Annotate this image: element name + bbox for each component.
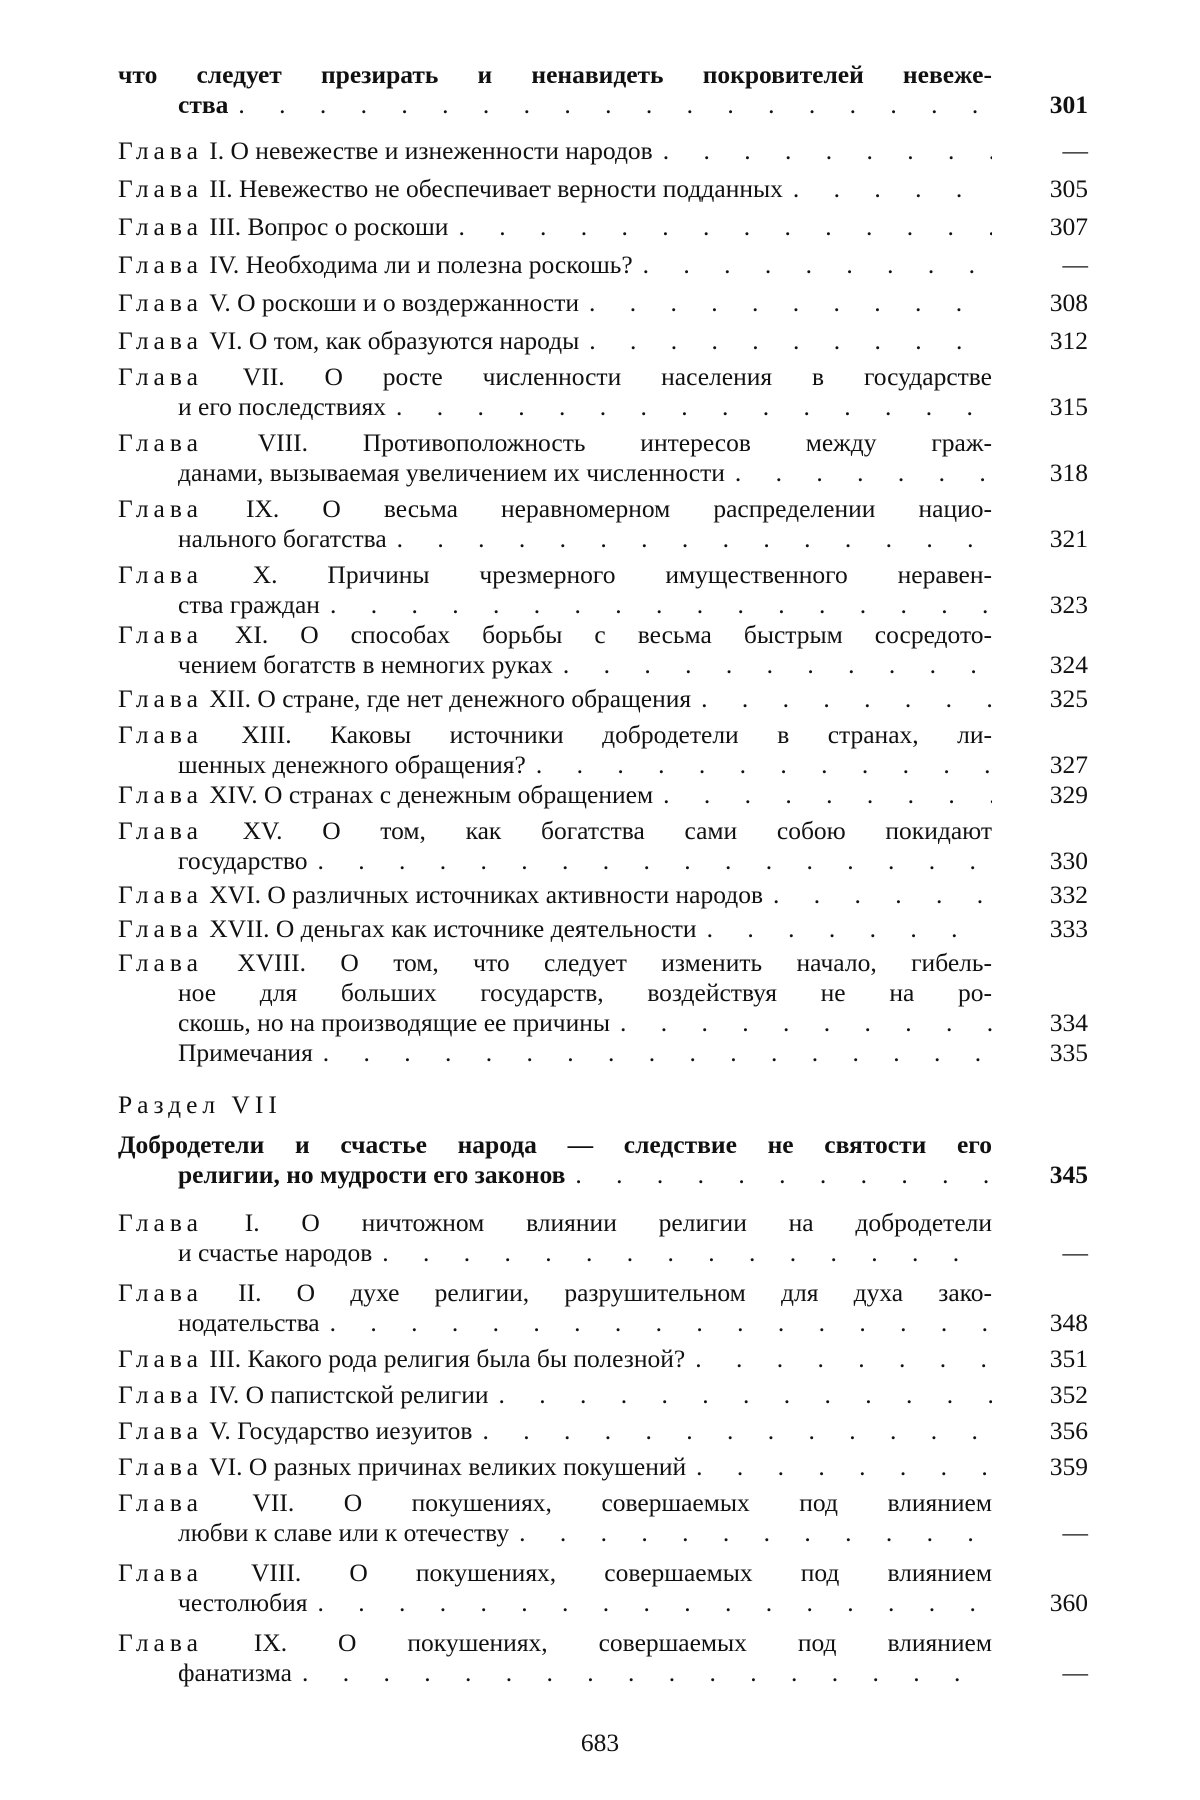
dot-leader bbox=[489, 1380, 993, 1410]
chapter-entry bbox=[118, 1452, 1088, 1482]
entry-text bbox=[118, 494, 992, 554]
entry-line-words: I. О ничтожном влиянии религии на добродетели bbox=[244, 1208, 993, 1237]
entry-text bbox=[118, 362, 992, 422]
entry-line-words: VII. О покушениях, совершаемых под влиянием bbox=[252, 1488, 992, 1517]
entry-text bbox=[118, 914, 992, 944]
entry-line-words: III. Вопрос о роскоши bbox=[209, 212, 449, 241]
entry-line bbox=[118, 948, 992, 978]
chapter-label: Глава bbox=[118, 720, 203, 749]
chapter-entry bbox=[118, 1278, 1088, 1338]
page-ref: 305 bbox=[1049, 174, 1088, 203]
entry-line-words: XI. О способах борьбы с весьма быстрым сосредото- bbox=[234, 620, 992, 649]
entry-line bbox=[118, 90, 992, 120]
entry-text bbox=[118, 1344, 992, 1374]
entry-line bbox=[118, 720, 992, 750]
dot-leader bbox=[691, 684, 992, 714]
entry-line bbox=[118, 524, 992, 554]
chapter-label: Глава bbox=[118, 948, 203, 977]
page-ref: 324 bbox=[1049, 650, 1088, 679]
chapter-label: Глава bbox=[118, 1344, 203, 1373]
entry-line-words: ства bbox=[178, 90, 229, 119]
entry-text bbox=[118, 1208, 992, 1268]
entry-text bbox=[118, 1380, 992, 1410]
entry-text bbox=[118, 1130, 992, 1190]
section-title bbox=[118, 1130, 1088, 1190]
dot-leader bbox=[472, 1416, 992, 1446]
dot-leader bbox=[292, 1658, 992, 1688]
entry-line-words: нального богатства bbox=[178, 524, 387, 553]
page-ref: 334 bbox=[1049, 1008, 1088, 1037]
entry-line bbox=[118, 1238, 992, 1268]
entry-line bbox=[118, 326, 992, 356]
chapter-label: Глава bbox=[118, 136, 203, 165]
dot-leader bbox=[553, 650, 992, 680]
entry-line-words: IV. О папистской религии bbox=[209, 1380, 489, 1409]
entry-line-words: XII. О стране, где нет денежного обращения bbox=[209, 684, 692, 713]
entry-text bbox=[118, 212, 992, 242]
chapter-entry bbox=[118, 1344, 1088, 1374]
chapter-label: Глава bbox=[118, 880, 203, 909]
page-ref: — bbox=[1062, 1518, 1088, 1547]
entry-line bbox=[118, 136, 992, 166]
entry-line-text bbox=[118, 60, 992, 89]
entry-line-text bbox=[178, 90, 228, 120]
chapter-entry bbox=[118, 428, 1088, 488]
table-of-contents bbox=[118, 60, 1088, 1688]
dot-leader bbox=[313, 1038, 992, 1068]
entry-line-words: IV. Необходима ли и полезна роскошь? bbox=[209, 250, 633, 279]
entry-text bbox=[118, 174, 992, 204]
entry-line-words: XIII. Каковы источники добродетели в странах, ли- bbox=[241, 720, 992, 749]
chapter-label: Глава bbox=[118, 1416, 203, 1445]
chapter-label: Глава bbox=[118, 362, 203, 391]
entry-line-text bbox=[118, 326, 579, 356]
entry-line-words: III. Какого рода религия была бы полезной? bbox=[209, 1344, 686, 1373]
entry-line-text bbox=[178, 846, 307, 876]
entry-line-text bbox=[118, 720, 992, 749]
entry-line bbox=[118, 494, 992, 524]
chapter-entry bbox=[118, 1416, 1088, 1446]
dot-leader bbox=[633, 250, 992, 280]
entry-line bbox=[118, 1130, 992, 1160]
entry-text bbox=[118, 326, 992, 356]
entry-line bbox=[118, 1380, 992, 1410]
page-ref: 330 bbox=[1049, 846, 1088, 875]
entry-line-words: IX. О весьма неравномерном распределении нацио- bbox=[245, 494, 992, 523]
page-ref: 345 bbox=[1049, 1160, 1088, 1189]
chapter-label: Глава bbox=[118, 250, 203, 279]
entry-line-text bbox=[118, 780, 653, 810]
dot-leader bbox=[509, 1518, 992, 1548]
entry-line bbox=[118, 1588, 992, 1618]
page-ref: 360 bbox=[1049, 1588, 1088, 1617]
page-ref: 325 bbox=[1049, 684, 1088, 713]
entry-line-text bbox=[118, 1344, 685, 1374]
entry-line bbox=[118, 174, 992, 204]
entry-line-text bbox=[178, 1008, 610, 1038]
dot-leader bbox=[387, 524, 992, 554]
chapter-label: Глава bbox=[118, 816, 203, 845]
entry-line-text bbox=[118, 1416, 472, 1446]
entry-line-words: V. Государство иезуитов bbox=[209, 1416, 473, 1445]
entry-line-words: XVII. О деньгах как источнике деятельности bbox=[209, 914, 697, 943]
entry-line bbox=[118, 1160, 992, 1190]
dot-leader bbox=[386, 392, 992, 422]
entry-line bbox=[118, 590, 992, 620]
entry-text bbox=[118, 780, 992, 810]
chapter-label: Глава bbox=[118, 684, 203, 713]
entry-text bbox=[118, 428, 992, 488]
page-ref: 318 bbox=[1049, 458, 1088, 487]
entry-line-words: VII. О росте численности населения в государстве bbox=[242, 362, 992, 391]
entry-line-text bbox=[118, 428, 992, 457]
section-title-entry bbox=[118, 1130, 1088, 1190]
entry-line-words: и его последствиях bbox=[178, 392, 386, 421]
entry-line bbox=[118, 458, 992, 488]
entry-line-words: фанатизма bbox=[178, 1658, 292, 1687]
chapter-entry bbox=[118, 684, 1088, 714]
dot-leader bbox=[783, 174, 992, 204]
entry-line bbox=[118, 1008, 992, 1038]
entry-line-words: и счастье народов bbox=[178, 1238, 373, 1267]
entry-line-text bbox=[178, 1160, 565, 1190]
chapter-label: Глава bbox=[118, 1208, 203, 1237]
toc-list-section-6 bbox=[118, 136, 1088, 1068]
chapter-entry bbox=[118, 1628, 1088, 1688]
dot-leader bbox=[307, 846, 992, 876]
entry-line-text bbox=[178, 1308, 320, 1338]
chapter-label: Глава bbox=[118, 1628, 203, 1657]
entry-line bbox=[118, 880, 992, 910]
entry-line-words: XV. О том, как богатства сами собою покидают bbox=[242, 816, 992, 845]
chapter-entry bbox=[118, 1380, 1088, 1410]
chapter-label: Глава bbox=[118, 780, 203, 809]
dot-leader bbox=[448, 212, 992, 242]
chapter-entry bbox=[118, 362, 1088, 422]
entry-line-words: шенных денежного обращения? bbox=[178, 750, 526, 779]
entry-text bbox=[118, 1278, 992, 1338]
entry-text bbox=[118, 1038, 992, 1068]
chapter-entry bbox=[118, 620, 1088, 680]
entry-line-text bbox=[178, 750, 526, 780]
chapter-label: Глава bbox=[118, 914, 203, 943]
dot-leader bbox=[307, 1588, 992, 1618]
entry-line-words: государство bbox=[178, 846, 308, 875]
entry-text bbox=[118, 250, 992, 280]
entry-line-text bbox=[118, 684, 691, 714]
entry-line bbox=[118, 1308, 992, 1338]
entry-line bbox=[118, 1488, 992, 1518]
entry-line-text bbox=[178, 1238, 372, 1268]
entry-line bbox=[118, 1558, 992, 1588]
entry-line bbox=[118, 1038, 992, 1068]
page-ref: 348 bbox=[1049, 1308, 1088, 1337]
entry-line-words: XVI. О различных источниках активности народов bbox=[209, 880, 764, 909]
chapter-label: Глава bbox=[118, 1380, 203, 1409]
toc-list-section-7 bbox=[118, 1208, 1088, 1688]
entry-line-words: Добродетели и счастье народа — следствие не святости его bbox=[118, 1130, 992, 1159]
entry-line bbox=[118, 816, 992, 846]
dot-leader bbox=[763, 880, 992, 910]
entry-line-words: VIII. О покушениях, совершаемых под влиянием bbox=[251, 1558, 992, 1587]
entry-line bbox=[118, 1416, 992, 1446]
chapter-label: Глава bbox=[118, 494, 203, 523]
entry-line bbox=[118, 1278, 992, 1308]
entry-line-words: данами, вызываемая увеличением их численности bbox=[178, 458, 725, 487]
entry-line-text bbox=[118, 560, 992, 589]
chapter-entry bbox=[118, 1038, 1088, 1068]
entry-text bbox=[118, 880, 992, 910]
dot-leader bbox=[320, 590, 992, 620]
chapter-label: Глава bbox=[118, 1278, 203, 1307]
entry-line-words: нодательства bbox=[178, 1308, 320, 1337]
entry-line bbox=[118, 362, 992, 392]
entry-line-text bbox=[118, 1452, 686, 1482]
page-ref: — bbox=[1062, 136, 1088, 165]
entry-line bbox=[118, 1658, 992, 1688]
entry-line-text bbox=[118, 1488, 992, 1517]
dot-leader bbox=[697, 914, 992, 944]
entry-text bbox=[118, 948, 992, 1038]
page-ref: 321 bbox=[1049, 524, 1088, 553]
chapter-entry bbox=[118, 1488, 1088, 1548]
page-ref: 332 bbox=[1049, 880, 1088, 909]
page-ref: 329 bbox=[1049, 780, 1088, 809]
entry-line-words: честолюбия bbox=[178, 1588, 308, 1617]
entry-line-text bbox=[118, 880, 763, 910]
toc-entry bbox=[118, 60, 1088, 120]
entry-text bbox=[118, 816, 992, 876]
entry-line bbox=[118, 1452, 992, 1482]
entry-line-words: VI. О разных причинах великих покушений bbox=[209, 1452, 687, 1481]
entry-text bbox=[118, 136, 992, 166]
entry-line-words: VIII. Противоположность интересов между граж- bbox=[257, 428, 992, 457]
entry-line-words: II. Невежество не обеспечивает верности подданных bbox=[209, 174, 783, 203]
section-heading: Раздел VII bbox=[118, 1090, 282, 1119]
entry-text bbox=[118, 720, 992, 780]
entry-line bbox=[118, 1208, 992, 1238]
dot-leader bbox=[320, 1308, 992, 1338]
chapter-entry bbox=[118, 288, 1088, 318]
entry-line-text bbox=[118, 620, 992, 649]
entry-line-words: Примечания bbox=[178, 1038, 313, 1067]
entry-line bbox=[118, 560, 992, 590]
page-ref: 307 bbox=[1049, 212, 1088, 241]
entry-line-words: скошь, но на производящие ее причины bbox=[178, 1008, 611, 1037]
entry-line-words: IX. О покушениях, совершаемых под влиянием bbox=[253, 1628, 992, 1657]
entry-line-words: X. Причины чрезмерного имущественного неравен- bbox=[252, 560, 992, 589]
dot-leader bbox=[653, 136, 992, 166]
chapter-label: Глава bbox=[118, 174, 203, 203]
chapter-entry bbox=[118, 780, 1088, 810]
dot-leader bbox=[228, 90, 992, 120]
chapter-entry bbox=[118, 816, 1088, 876]
page-ref: — bbox=[1062, 1238, 1088, 1267]
dot-leader bbox=[565, 1160, 992, 1190]
entry-line-words: VI. О том, как образуются народы bbox=[209, 326, 580, 355]
entry-line-text bbox=[118, 174, 783, 204]
entry-line-text bbox=[178, 1588, 307, 1618]
entry-line bbox=[118, 620, 992, 650]
entry-line-text bbox=[178, 590, 320, 620]
chapter-label: Глава bbox=[118, 288, 203, 317]
entry-line bbox=[118, 650, 992, 680]
chapter-label: Глава bbox=[118, 1558, 203, 1587]
page-ref: 308 bbox=[1049, 288, 1088, 317]
chapter-label: Глава bbox=[118, 560, 203, 589]
dot-leader bbox=[579, 326, 992, 356]
chapter-entry bbox=[118, 720, 1088, 780]
entry-line bbox=[118, 392, 992, 422]
entry-line bbox=[118, 1344, 992, 1374]
page-ref: — bbox=[1062, 1658, 1088, 1687]
entry-text bbox=[118, 1558, 992, 1618]
chapter-entry bbox=[118, 1208, 1088, 1268]
page-ref: 351 bbox=[1049, 1344, 1088, 1373]
entry-line-text bbox=[178, 978, 992, 1007]
entry-line-words: II. О духе религии, разрушительном для духа зако- bbox=[238, 1278, 993, 1307]
chapter-label: Глава bbox=[118, 620, 203, 649]
page-ref: 327 bbox=[1049, 750, 1088, 779]
entry-line-text bbox=[178, 650, 553, 680]
page-ref: 352 bbox=[1049, 1380, 1088, 1409]
entry-text bbox=[118, 60, 992, 120]
entry-line-text bbox=[118, 212, 448, 242]
entry-line-text bbox=[118, 494, 992, 523]
entry-text bbox=[118, 684, 992, 714]
chapter-label: Глава bbox=[118, 212, 203, 241]
entry-line bbox=[118, 978, 992, 1008]
entry-line-words: чением богатств в немногих руках bbox=[178, 650, 553, 679]
entry-line-text bbox=[118, 1558, 992, 1587]
entry-line-text bbox=[118, 1380, 489, 1410]
dot-leader bbox=[610, 1008, 992, 1038]
chapter-entry bbox=[118, 914, 1088, 944]
entry-line bbox=[118, 428, 992, 458]
chapter-label: Глава bbox=[118, 1452, 203, 1481]
page-ref: 315 bbox=[1049, 392, 1088, 421]
entry-line-text bbox=[118, 914, 697, 944]
entry-text bbox=[118, 1488, 992, 1548]
chapter-label: Глава bbox=[118, 326, 203, 355]
entry-line bbox=[118, 212, 992, 242]
entry-line-text bbox=[178, 524, 387, 554]
page-ref: 335 bbox=[1049, 1038, 1088, 1067]
entry-line-text bbox=[178, 1518, 509, 1548]
dot-leader bbox=[686, 1452, 992, 1482]
entry-line-words: I. О невежестве и изнеженности народов bbox=[209, 136, 653, 165]
chapter-entry bbox=[118, 174, 1088, 204]
entry-line-text bbox=[118, 288, 579, 318]
entry-text bbox=[118, 1452, 992, 1482]
entry-line bbox=[118, 914, 992, 944]
entry-line-words: что следует презирать и ненавидеть покровителей невеже- bbox=[118, 60, 992, 89]
chapter-entry bbox=[118, 1558, 1088, 1618]
entry-line bbox=[118, 684, 992, 714]
entry-line bbox=[118, 846, 992, 876]
chapter-entry bbox=[118, 880, 1088, 910]
chapter-entry bbox=[118, 326, 1088, 356]
entry-text bbox=[118, 1628, 992, 1688]
entry-line-text bbox=[178, 1658, 292, 1688]
entry-line-text bbox=[118, 1208, 992, 1237]
entry-line bbox=[118, 1518, 992, 1548]
chapter-entry bbox=[118, 560, 1088, 620]
dot-leader bbox=[372, 1238, 992, 1268]
entry-line-text bbox=[118, 948, 992, 977]
entry-line-text bbox=[178, 458, 725, 488]
entry-text bbox=[118, 560, 992, 620]
dot-leader bbox=[685, 1344, 992, 1374]
entry-line-text bbox=[118, 816, 992, 845]
entry-text bbox=[118, 620, 992, 680]
chapter-entry bbox=[118, 948, 1088, 1038]
page-number: 683 bbox=[580, 1728, 620, 1757]
entry-line-text bbox=[178, 392, 386, 422]
chapter-entry bbox=[118, 250, 1088, 280]
toc-list-top bbox=[118, 60, 1088, 120]
entry-line bbox=[118, 780, 992, 810]
entry-line-text bbox=[178, 1038, 313, 1068]
dot-leader bbox=[725, 458, 992, 488]
entry-line-text bbox=[118, 136, 653, 166]
page-ref: 333 bbox=[1049, 914, 1088, 943]
entry-line-words: V. О роскоши и о воздержанности bbox=[209, 288, 580, 317]
entry-line bbox=[118, 1628, 992, 1658]
entry-line-words: ства граждан bbox=[178, 590, 320, 619]
page-ref: 312 bbox=[1049, 326, 1088, 355]
entry-line bbox=[118, 60, 992, 90]
entry-line-text bbox=[118, 250, 633, 280]
page-ref: 359 bbox=[1049, 1452, 1088, 1481]
page-ref: 356 bbox=[1049, 1416, 1088, 1445]
entry-line bbox=[118, 750, 992, 780]
dot-leader bbox=[653, 780, 992, 810]
entry-line bbox=[118, 250, 992, 280]
entry-line-text bbox=[118, 1130, 992, 1159]
entry-line-text bbox=[118, 1628, 992, 1657]
page-ref: 323 bbox=[1049, 590, 1088, 619]
chapter-entry bbox=[118, 494, 1088, 554]
entry-line-words: религии, но мудрости его законов bbox=[178, 1160, 566, 1189]
entry-line-text bbox=[118, 362, 992, 391]
chapter-label: Глава bbox=[118, 428, 203, 457]
entry-line bbox=[118, 288, 992, 318]
entry-line-words: ное для больших государств, воздействуя не на ро- bbox=[178, 978, 992, 1007]
entry-text bbox=[118, 288, 992, 318]
entry-line-words: XIV. О странах с денежным обращением bbox=[209, 780, 654, 809]
dot-leader bbox=[526, 750, 992, 780]
entry-line-words: любви к славе или к отечеству bbox=[178, 1518, 510, 1547]
page-ref: — bbox=[1062, 250, 1088, 279]
entry-line-words: XVIII. О том, что следует изменить начало, гибель- bbox=[237, 948, 992, 977]
chapter-entry bbox=[118, 136, 1088, 166]
entry-line-text bbox=[118, 1278, 992, 1307]
chapter-label: Глава bbox=[118, 1488, 203, 1517]
chapter-entry bbox=[118, 212, 1088, 242]
page-ref: 301 bbox=[1049, 90, 1088, 119]
dot-leader bbox=[579, 288, 992, 318]
entry-text bbox=[118, 1416, 992, 1446]
